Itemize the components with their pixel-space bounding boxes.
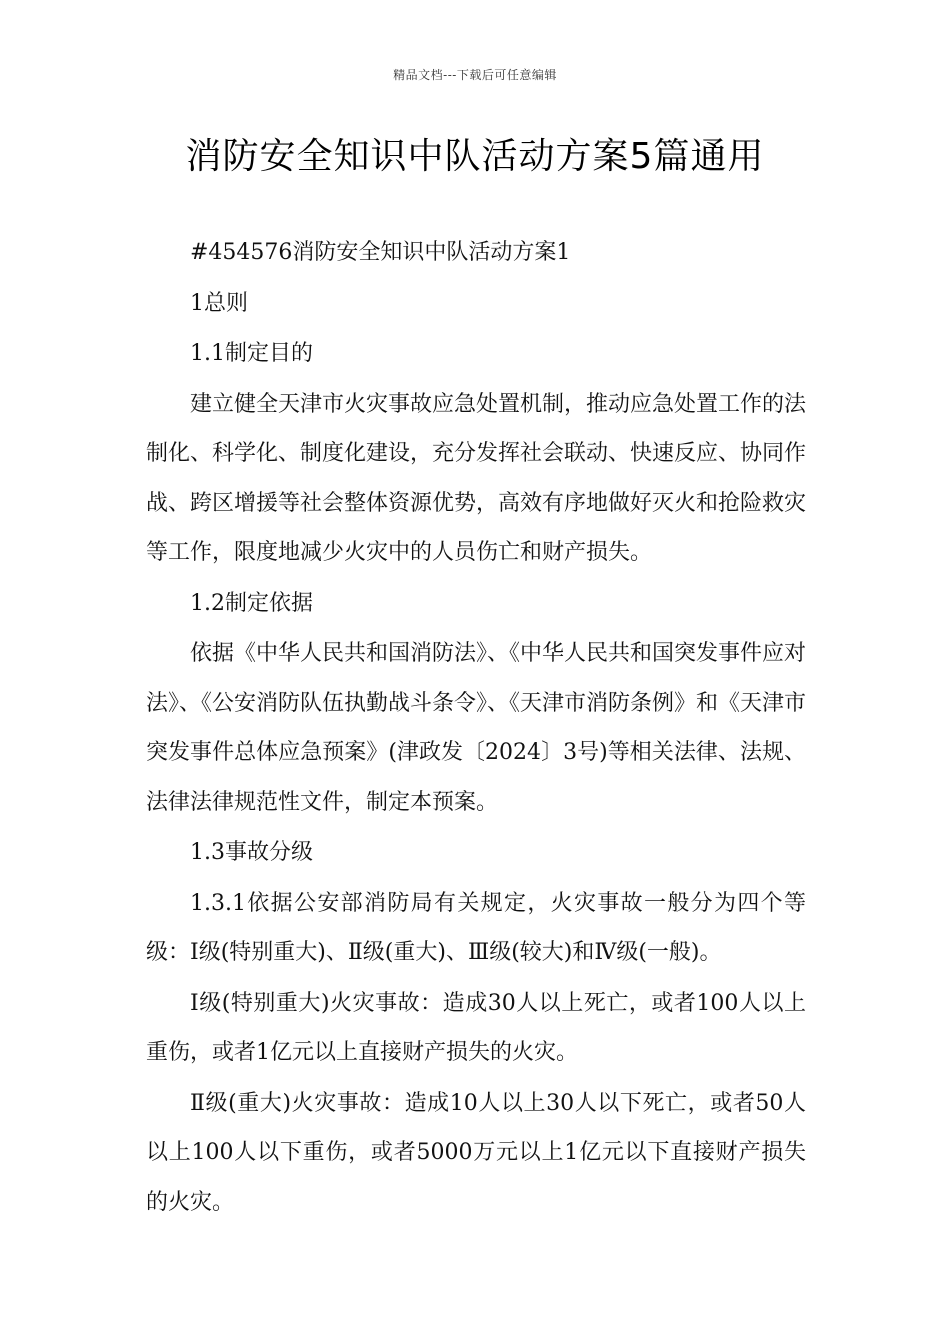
- section-heading: 1总则: [190, 290, 248, 316]
- section-heading: 1.1制定目的: [190, 341, 313, 366]
- body-paragraph: Ⅰ级(特别重大)火灾事故：造成30人以上死亡，或者100人以上重伤，或者1亿元以上直接财产损失的火灾。: [146, 990, 806, 1065]
- body-paragraph: 建立健全天津市火灾事故应急处置机制，推动应急处置工作的法制化、科学化、制度化建设，充分发挥社会联动、快速反应、协同作战、跨区增援等社会整体资源优势，高效有序地做好灭火和抢险救灾等工作，限度地减少火灾中的人员伤亡和财产损失。: [146, 391, 807, 565]
- body-paragraph: 1.3.1依据公安部消防局有关规定，火灾事故一般分为四个等级：Ⅰ级(特别重大)、Ⅱ级(重大)、Ⅲ级(较大)和Ⅳ级(一般)。: [146, 890, 806, 965]
- document-title: 消防安全知识中队活动方案5篇通用: [185, 136, 765, 177]
- header-note: 精品文档---下载后可任意编辑: [393, 68, 557, 82]
- body-paragraph: Ⅱ级(重大)火灾事故：造成10人以上30人以下死亡，或者50人以上100人以下重伤，或者5000万元以上1亿元以下直接财产损失的火灾。: [146, 1090, 806, 1215]
- section-heading: 1.3事故分级: [190, 840, 313, 865]
- section-heading: 1.2制定依据: [190, 590, 313, 616]
- document-body: [146, 228, 806, 1227]
- body-paragraph: 依据《中华人民共和国消防法》、《中华人民共和国突发事件应对法》、《公安消防队伍执勤战斗条令》、《天津市消防条例》和《天津市突发事件总体应急预案》(津政发〔2024〕3号)等相关法律、法规、法律法律规范性文件，制定本预案。: [146, 641, 807, 815]
- section-heading: #454576消防安全知识中队活动方案1: [190, 240, 571, 265]
